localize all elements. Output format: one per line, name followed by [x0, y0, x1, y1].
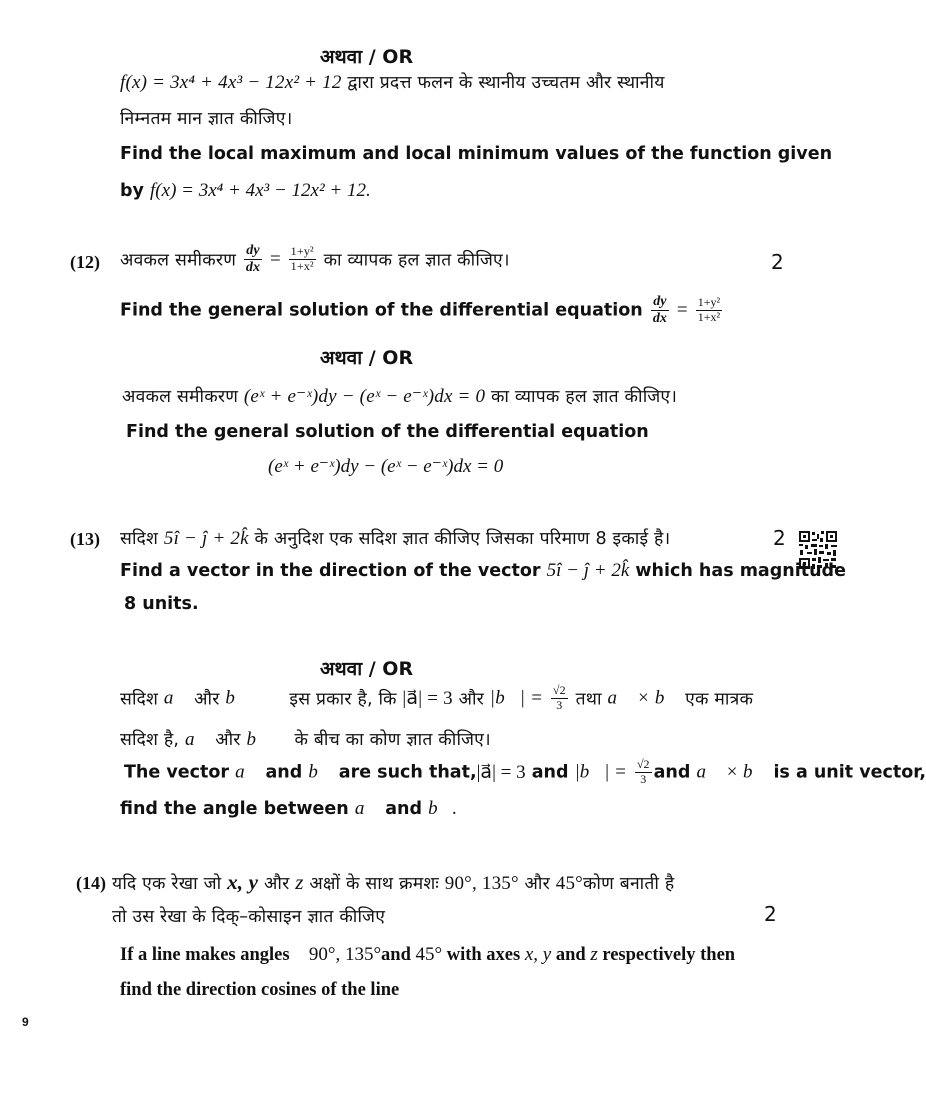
or-label: अथवा / OR [320, 46, 414, 68]
q12-or-hindi-equation: (eˣ + e⁻ˣ)dy − (eˣ − e⁻ˣ)dx = 0 [243, 386, 486, 407]
q11-or-hindi-line2: निम्नतम मान ज्ञात कीजिए। [120, 109, 293, 129]
q11-or-english-line2 [120, 180, 371, 202]
q13-hindi-suffix: के अनुदिश एक सदिश ज्ञात कीजिए जिसका परिमाण 8 इकाई है। [254, 529, 671, 549]
page-number: 9 [22, 1015, 29, 1029]
q13-hindi [120, 526, 670, 550]
q13-english-vector: 5î − ĵ + 2k̂ [546, 560, 630, 581]
q13-marks: 2 [773, 526, 786, 550]
q13-english-prefix: Find a vector in the direction of the vector [120, 561, 541, 581]
q11-or-hindi-equation: f(x) = 3x⁴ + 4x³ − 12x² + 12 [120, 72, 342, 93]
q12-english-dydx: $\frac{dy}{dx}$ [652, 294, 667, 327]
q13-or-hindi-line2: सदिश है, a⃗ और b⃗ के बीच का कोण ज्ञात कीजिए। [120, 729, 491, 750]
q13-or-english-line1: The vector a⃗ and b⃗ are such that,|a⃗| = 3 and |b⃗| = $\frac{√2}{3}$ and a⃗ × b⃗ is a unit vector, [124, 757, 926, 786]
q11-or-hindi-text: द्वारा प्रदत्त फलन के स्थानीय उच्चतम और स्थानीय [347, 73, 665, 93]
q14-english-line2: find the direction cosines of the line [120, 980, 400, 1000]
q13-or-english-line2: find the angle between a⃗ and b⃗. [120, 798, 458, 819]
q12-or-english: Find the general solution of the differential equation [126, 422, 649, 442]
q12-or-hindi-prefix: अवकल समीकरण [122, 387, 239, 407]
q12-or-hindi-suffix: का व्यापक हल ज्ञात कीजिए। [490, 387, 678, 407]
q11-or-english-by: by [120, 181, 144, 201]
q12-english-text: Find the general solution of the differential equation [120, 300, 643, 321]
q12-hindi: अवकल समीकरण $\frac{dy}{dx}$ = $\frac{\text{1+y²}}{\text{1+x²}}$ का व्यापक हल ज्ञात कीजिए। [120, 243, 510, 276]
sqrt2-over-3: $\frac{√2}{3}$ [552, 683, 566, 712]
q12-hindi-dydx: $\frac{dy}{dx}$ [245, 243, 261, 276]
or-label: अथवा / OR [320, 347, 414, 369]
q12-hindi-rhs: $\frac{\text{1+y²}}{\text{1+x²}}$ [290, 244, 314, 274]
q12-hindi-prefix: अवकल समीकरण [120, 250, 237, 271]
vector-a: a⃗ [163, 687, 189, 709]
q14-marks: 2 [764, 902, 777, 926]
q14-number: (14) [76, 873, 106, 893]
vector-b: b⃗ [225, 687, 250, 709]
q14-hindi-line2: तो उस रेखा के दिक्–कोसाइन ज्ञात कीजिए [112, 907, 386, 927]
q14-english-line1: If a line makes angles 90°, 135°and 45° with axes x, y and z respectively then [120, 944, 736, 965]
q13-english-line1 [120, 560, 846, 582]
q13-hindi-prefix: सदिश [120, 529, 159, 549]
q11-or-english-equation: f(x) = 3x⁴ + 4x³ − 12x² + 12. [150, 180, 371, 201]
q13-english-line2: 8 units. [124, 594, 199, 614]
q12-or-equation: (eˣ + e⁻ˣ)dy − (eˣ − e⁻ˣ)dx = 0 [268, 456, 504, 477]
q13-or-hindi-line1: सदिश a⃗ और b⃗ इस प्रकार है, कि |a⃗| = 3 और |b⃗| = $\frac{√2}{3}$ तथा a⃗ × b⃗ एक मात्रक [120, 683, 754, 712]
or-label: अथवा / OR [320, 658, 414, 680]
q13-hindi-vector: 5î − ĵ + 2k̂ [163, 528, 249, 549]
q12-english: Find the general solution of the differential equation $\frac{dy}{dx}$ = $\frac{\text{1+y²}}{\text{1+x²}}$ [120, 294, 721, 327]
q11-or-hindi-line1 [120, 70, 665, 94]
q13-english-suffix: which has magnitude [635, 561, 846, 581]
q13-number: (13) [70, 529, 100, 549]
q12-number: (12) [70, 252, 100, 272]
q12-english-rhs: $\frac{\text{1+y²}}{\text{1+x²}}$ [697, 295, 721, 325]
q12-marks: 2 [771, 250, 784, 274]
q12-or-hindi [122, 384, 677, 408]
q12-hindi-suffix: का व्यापक हल ज्ञात कीजिए। [323, 250, 510, 271]
q14-hindi-line1: यदि एक रेखा जो x, y और z अक्षों के साथ क्रमशः 90°, 135° और 45°कोण बनाती है [112, 870, 675, 894]
q11-or-english-line1: Find the local maximum and local minimum values of the function given [120, 144, 833, 164]
